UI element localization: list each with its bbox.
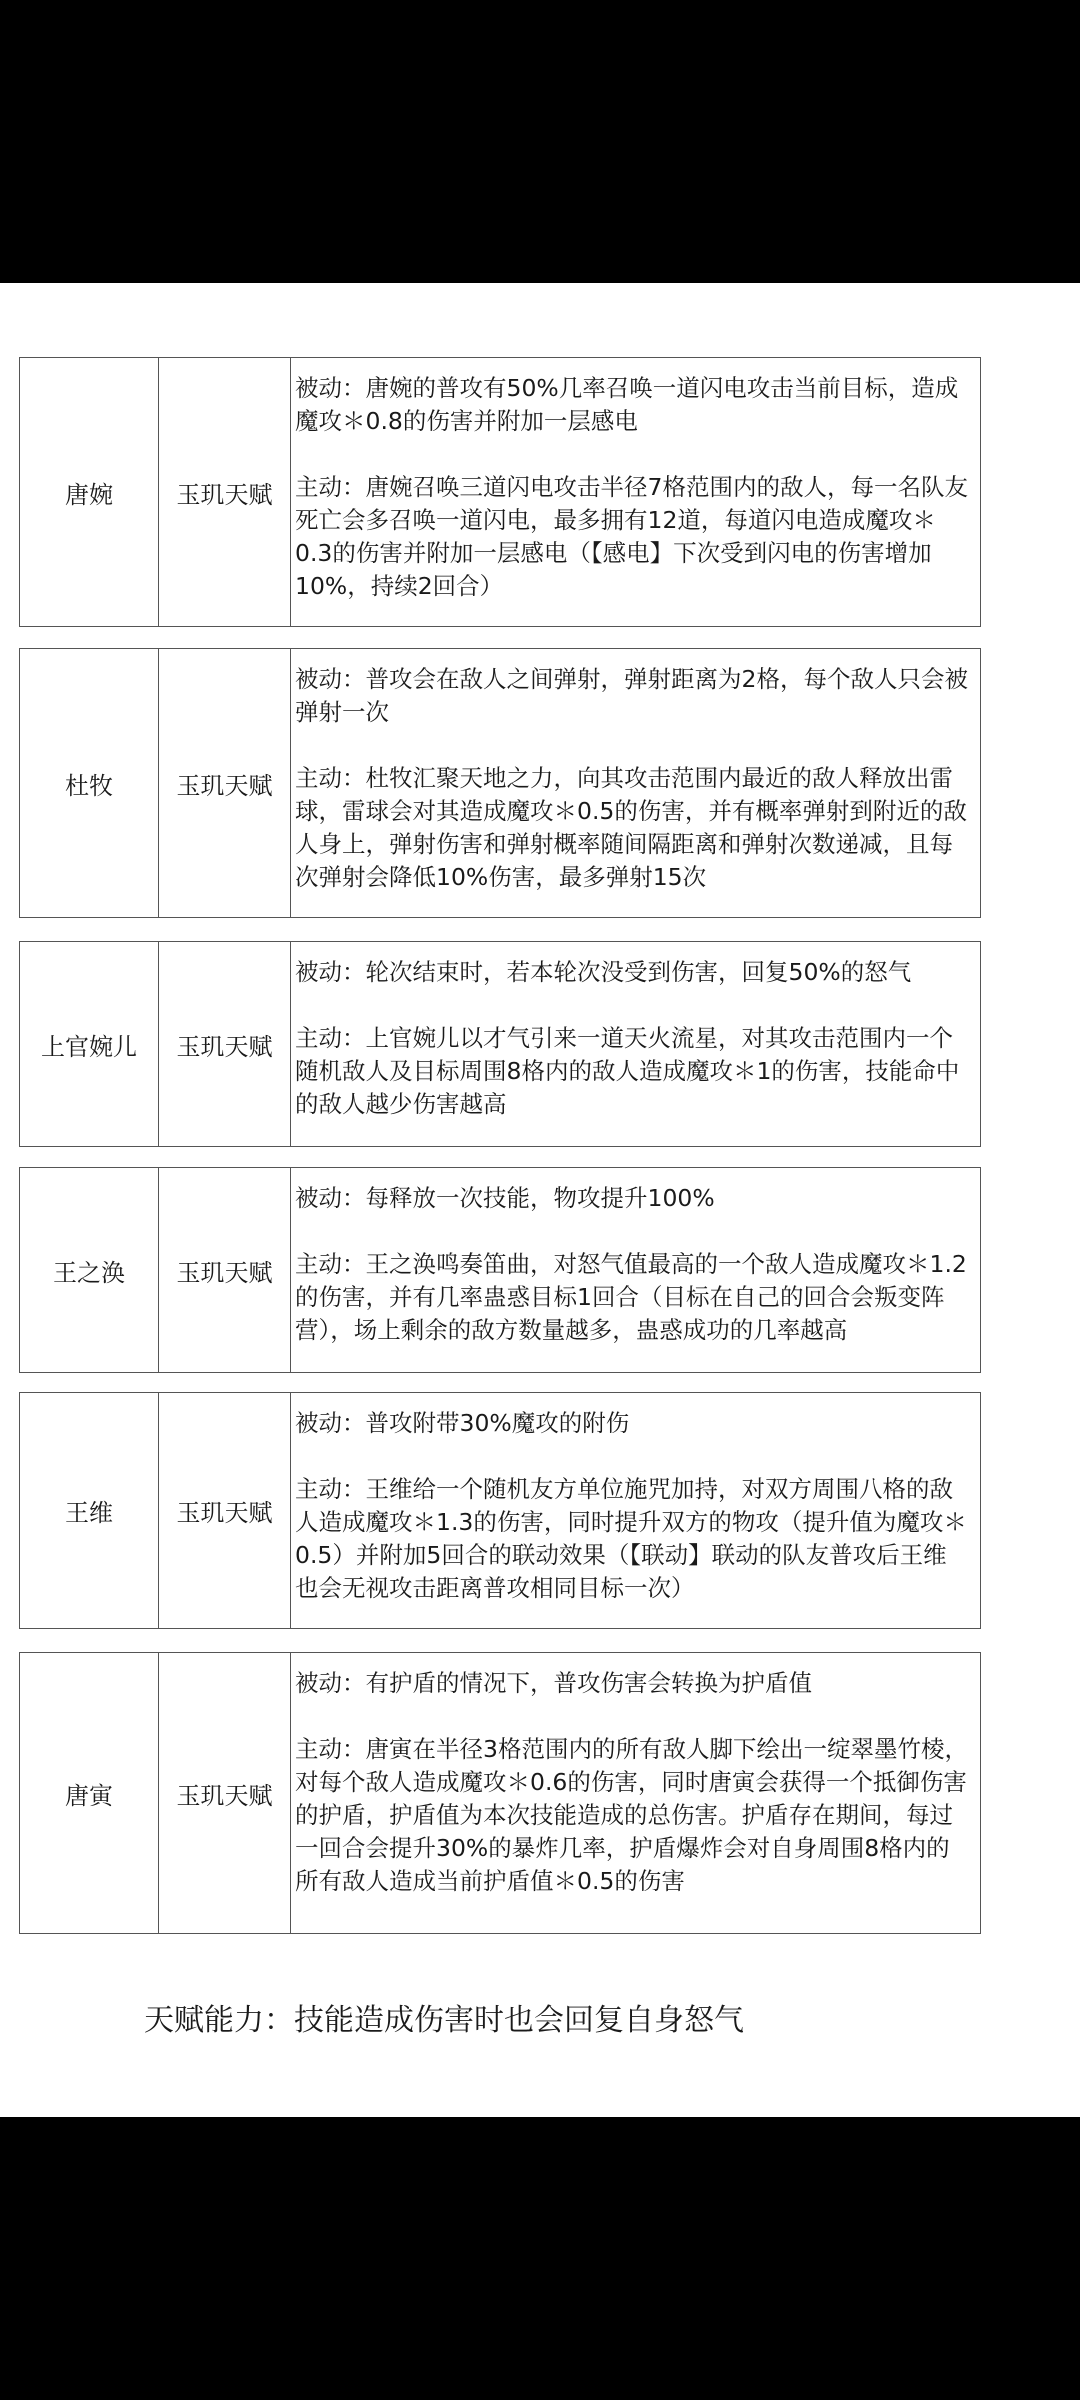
talent-description — [291, 942, 980, 1146]
talent-type: 玉玑天赋 — [159, 1393, 291, 1628]
hero-name: 王维 — [20, 1393, 159, 1628]
talent-type: 玉玑天赋 — [159, 942, 291, 1146]
passive-skill-text: 被动：每释放一次技能，物攻提升100% — [295, 1184, 715, 1212]
talent-table-dumu — [19, 648, 981, 918]
active-skill-text: 主动：王之涣鸣奏笛曲，对怒气值最高的一个敌人造成魔攻＊1.2的伤害，并有几率蛊惑目标1回合（目标在自己的回合会叛变阵营），场上剩余的敌方数量越多，蛊惑成功的几率越高 — [295, 1250, 967, 1344]
talent-description — [291, 1653, 980, 1933]
active-skill-text: 主动：唐寅在半径3格范围内的所有敌人脚下绘出一绽翠墨竹棱，对每个敌人造成魔攻＊0.6的伤害，同时唐寅会获得一个抵御伤害的护盾，护盾值为本次技能造成的总伤害。护盾存在期间，每过一回合会提升30%的暴炸几率，护盾爆炸会对自身周围8格内的所有敌人造成当前护盾值＊0.5的伤害 — [295, 1735, 968, 1895]
passive-skill-text: 被动：有护盾的情况下，普攻伤害会转换为护盾值 — [295, 1669, 812, 1697]
hero-name: 杜牧 — [20, 649, 159, 917]
talent-description — [291, 1393, 980, 1628]
talent-type: 玉玑天赋 — [159, 1168, 291, 1372]
passive-skill-text: 被动：普攻附带30%魔攻的附伤 — [295, 1409, 630, 1437]
talent-ability-note: 天赋能力：技能造成伤害时也会回复自身怒气 — [144, 2003, 744, 2038]
passive-skill-text: 被动：轮次结束时，若本轮次没受到伤害，回复50%的怒气 — [295, 958, 912, 986]
hero-name: 唐寅 — [20, 1653, 159, 1933]
talent-description — [291, 358, 980, 626]
passive-skill-text: 被动：唐婉的普攻有50%几率召唤一道闪电攻击当前目标，造成魔攻＊0.8的伤害并附加一层感电 — [295, 374, 959, 435]
talent-table-wangzhihuan — [19, 1167, 981, 1373]
talent-type: 玉玑天赋 — [159, 649, 291, 917]
active-skill-text: 主动：王维给一个随机友方单位施咒加持，对双方周围八格的敌人造成魔攻＊1.3的伤害，同时提升双方的物攻（提升值为魔攻＊0.5）并附加5回合的联动效果（【联动】联动的队友普攻后王维也会无视攻击距离普攻相同目标一次） — [295, 1475, 967, 1602]
active-skill-text: 主动：唐婉召唤三道闪电攻击半径7格范围内的敌人，每一名队友死亡会多召唤一道闪电，最多拥有12道，每道闪电造成魔攻＊0.3的伤害并附加一层感电（【感电】下次受到闪电的伤害增加10%，持续2回合） — [295, 473, 968, 600]
talent-table-wangwei — [19, 1392, 981, 1629]
active-skill-text: 主动：杜牧汇聚天地之力，向其攻击范围内最近的敌人释放出雷球，雷球会对其造成魔攻＊0.5的伤害，并有概率弹射到附近的敌人身上，弹射伤害和弹射概率随间隔距离和弹射次数递减，且每次弹射会降低10%伤害，最多弹射15次 — [295, 764, 967, 891]
talent-description — [291, 1168, 980, 1372]
bottom-black-band — [0, 2117, 1080, 2400]
hero-name: 唐婉 — [20, 358, 159, 626]
talent-description — [291, 649, 980, 917]
talent-table-tangyin — [19, 1652, 981, 1934]
talent-type: 玉玑天赋 — [159, 358, 291, 626]
hero-name: 王之涣 — [20, 1168, 159, 1372]
hero-name: 上官婉儿 — [20, 942, 159, 1146]
talent-table-shangguanwaner — [19, 941, 981, 1147]
talent-type: 玉玑天赋 — [159, 1653, 291, 1933]
active-skill-text: 主动：上官婉儿以才气引来一道天火流星，对其攻击范围内一个随机敌人及目标周围8格内的敌人造成魔攻＊1的伤害，技能命中的敌人越少伤害越高 — [295, 1024, 960, 1118]
top-black-band — [0, 0, 1080, 283]
passive-skill-text: 被动：普攻会在敌人之间弹射，弹射距离为2格，每个敌人只会被弹射一次 — [295, 665, 968, 726]
talent-table-tangwan — [19, 357, 981, 627]
